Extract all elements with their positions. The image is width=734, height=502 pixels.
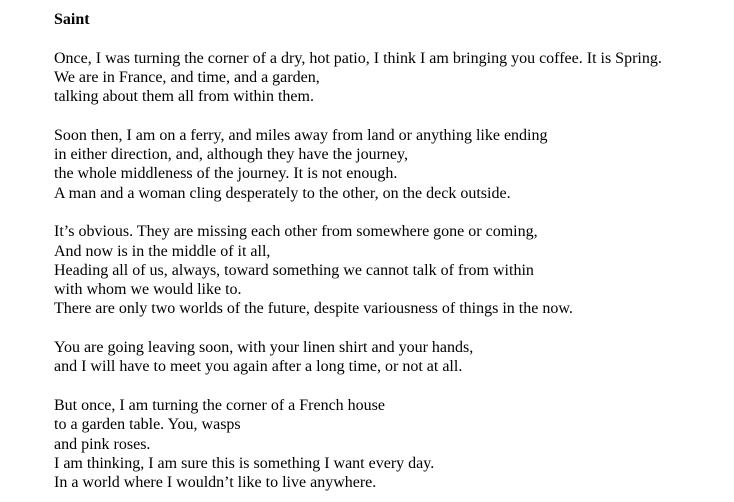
- poem-line: There are only two worlds of the future, despite variousness of things in the now.: [54, 300, 573, 318]
- poem-line: Heading all of us, always, toward something we cannot talk of from within: [54, 261, 534, 279]
- poem-line: We are in France, and time, and a garden,: [54, 68, 320, 86]
- poem-line: In a world where I wouldn’t like to live anywhere.: [54, 474, 377, 492]
- poem-line: You are going leaving soon, with your linen shirt and your hands,: [54, 339, 474, 357]
- poem-line: And now is in the middle of it all,: [54, 242, 271, 260]
- poem-line: in either direction, and, although they have the journey,: [54, 146, 408, 164]
- poem-line: A man and a woman cling desperately to the other, on the deck outside.: [54, 184, 511, 202]
- stanza-4: [54, 338, 714, 377]
- poem-line: Soon then, I am on a ferry, and miles away from land or anything like ending: [54, 126, 548, 144]
- stanza-1: [54, 49, 714, 107]
- stanza-2: [54, 126, 714, 203]
- poem-line: to a garden table. You, wasps: [54, 416, 241, 434]
- stanza-3: [54, 222, 714, 318]
- poem-line: and pink roses.: [54, 435, 151, 453]
- poem-line: But once, I am turning the corner of a French house: [54, 396, 386, 414]
- poem-line: the whole middleness of the journey. It is not enough.: [54, 165, 398, 183]
- poem-line: Once, I was turning the corner of a dry, hot patio, I think I am bringing you coffee. It is Spring.: [54, 49, 662, 67]
- poem-title: Saint: [54, 11, 90, 28]
- poem-line: talking about them all from within them.: [54, 88, 314, 106]
- stanza-5: [54, 396, 714, 492]
- poem-line: with whom we would like to.: [54, 281, 242, 299]
- poem-line: It’s obvious. They are missing each other from somewhere gone or coming,: [54, 223, 538, 241]
- poem-line: and I will have to meet you again after a long time, or not at all.: [54, 358, 463, 376]
- poem-line: I am thinking, I am sure this is something I want every day.: [54, 454, 435, 472]
